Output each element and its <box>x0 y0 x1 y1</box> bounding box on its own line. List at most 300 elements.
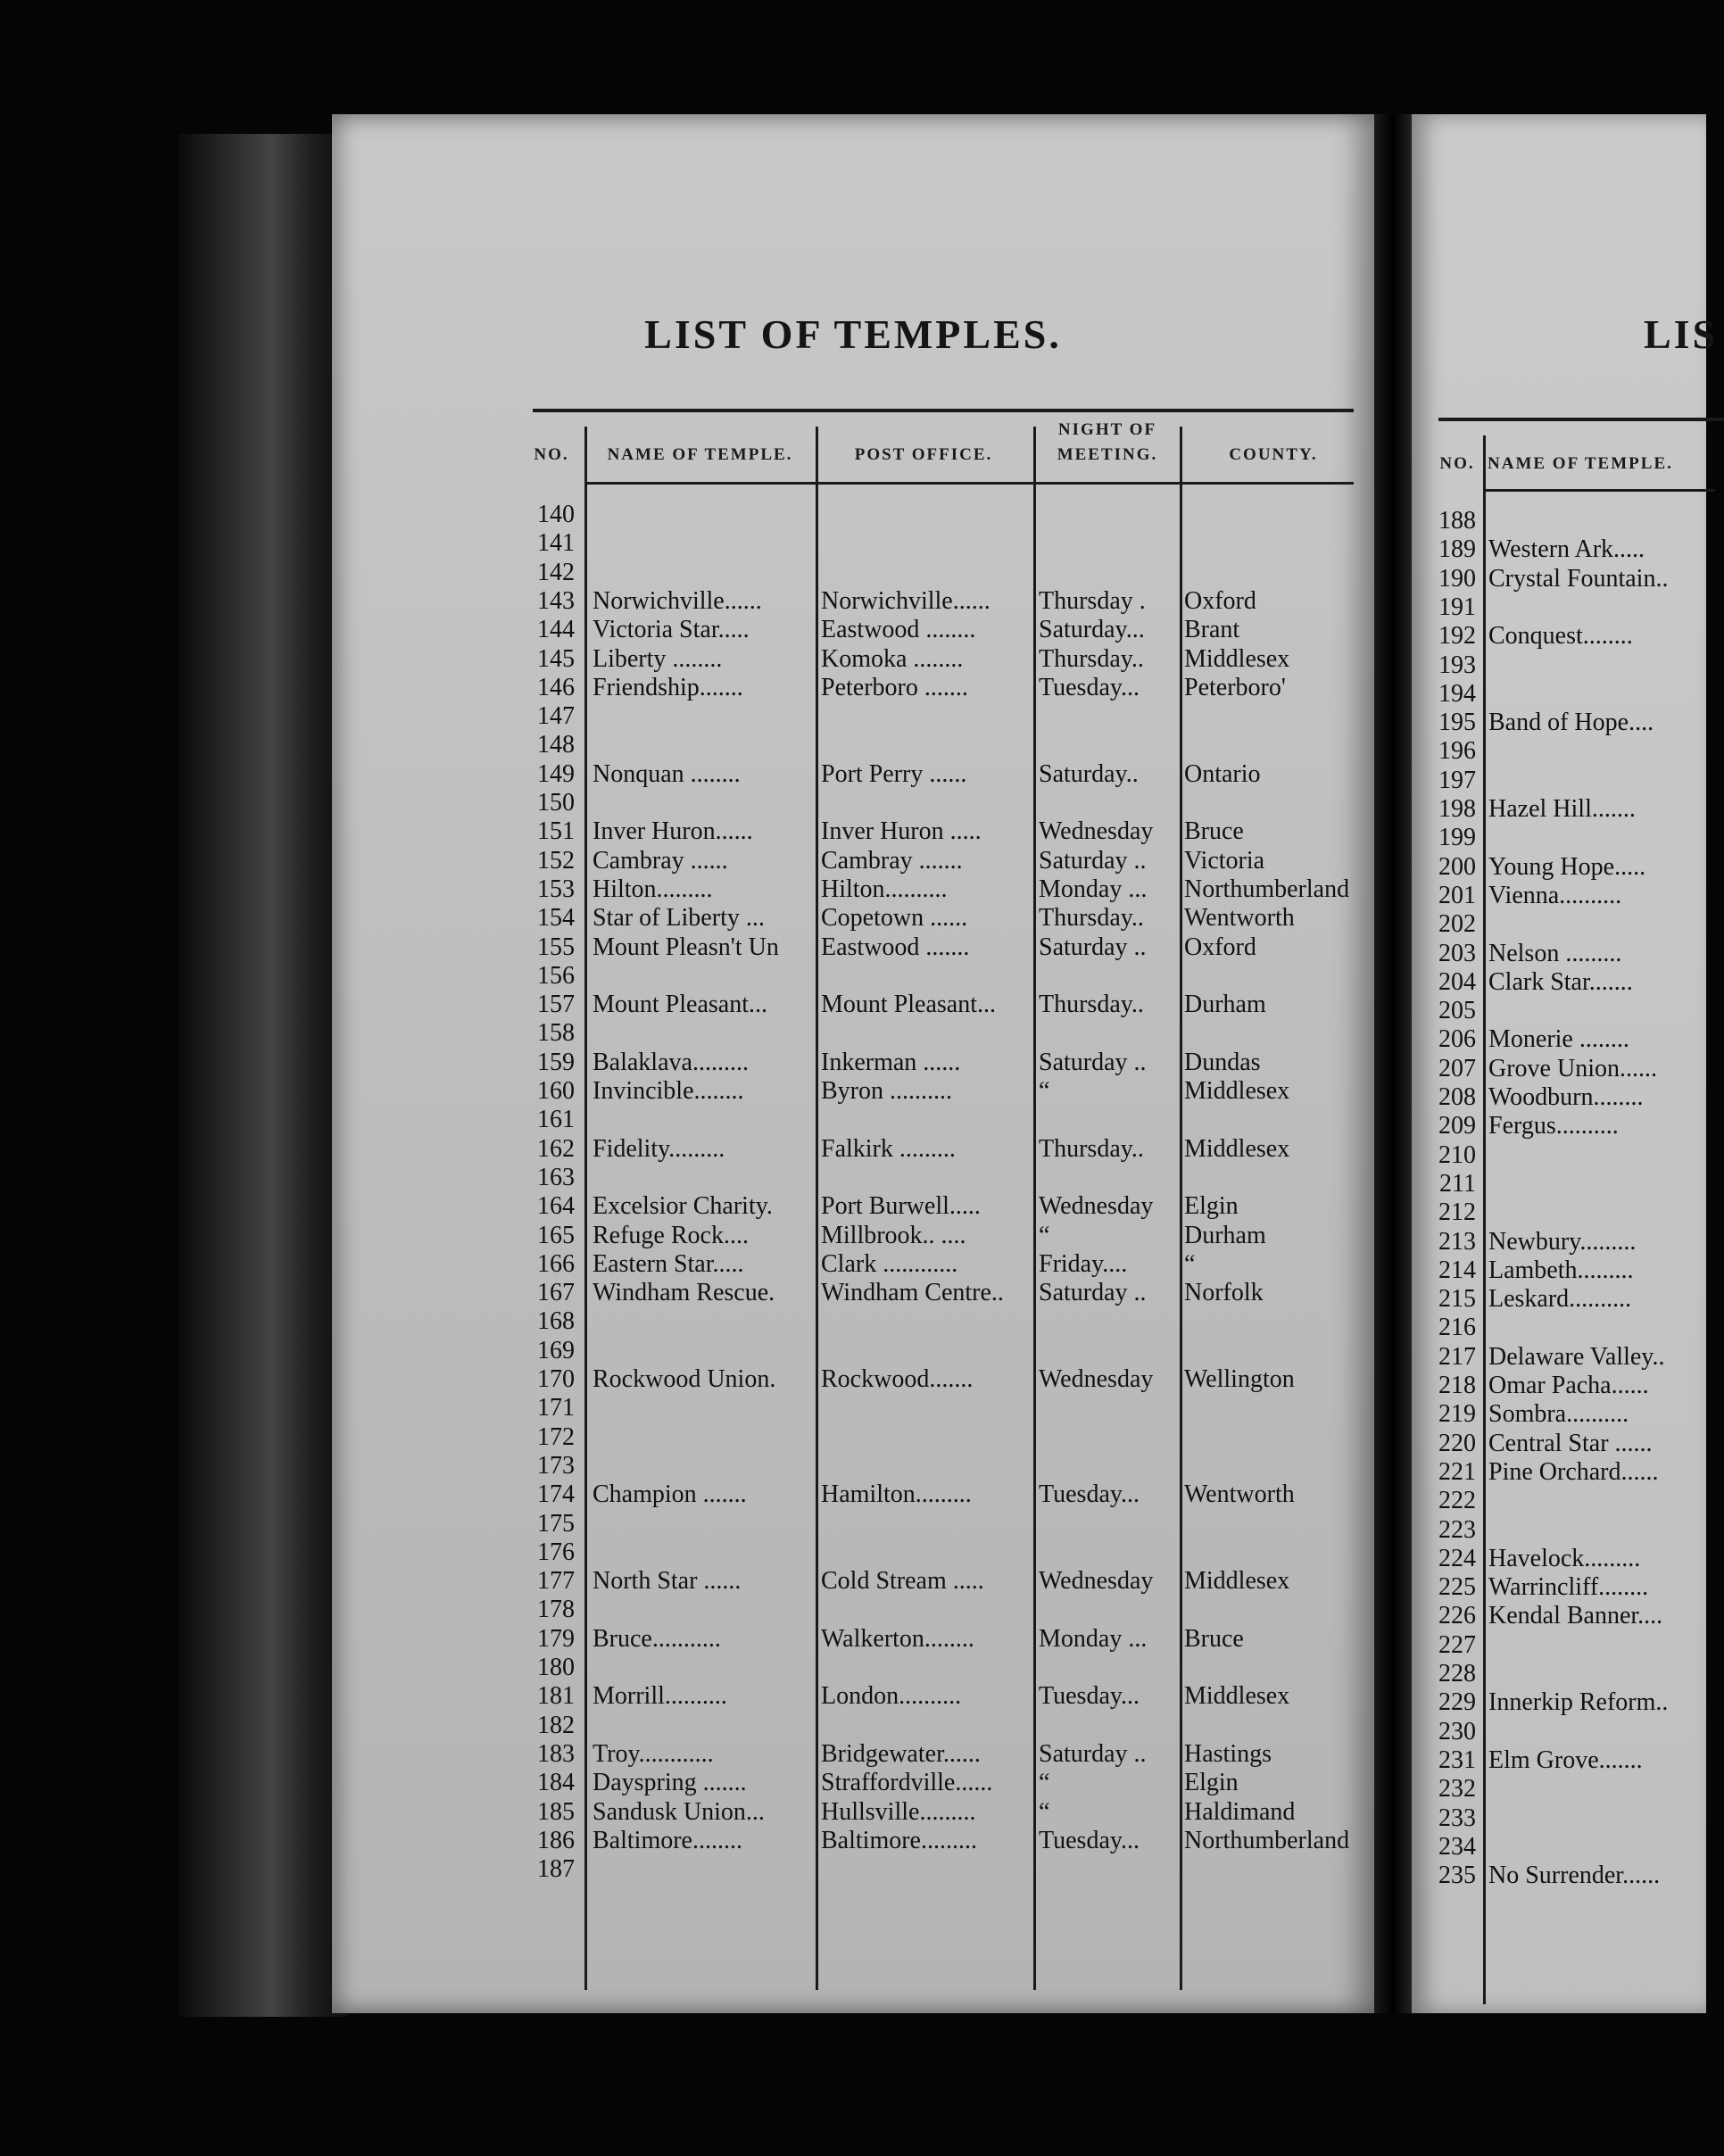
temple-name: Rockwood Union. <box>593 1365 776 1393</box>
table-row <box>1412 1083 1706 1112</box>
temple-number: 173 <box>537 1451 575 1480</box>
post-office: Inkerman ...... <box>821 1048 961 1076</box>
county: Middlesex <box>1184 1077 1290 1105</box>
temple-name: Crystal Fountain.. <box>1488 564 1669 593</box>
temple-number: 192 <box>1438 622 1476 651</box>
left-page <box>332 114 1374 2013</box>
table-row <box>1412 968 1706 997</box>
temple-number: 151 <box>537 817 575 846</box>
temple-name: Clark Star....... <box>1488 967 1633 996</box>
county: Middlesex <box>1184 1567 1290 1596</box>
header-top-rule <box>533 409 1354 412</box>
meeting-night: Wednesday <box>1039 1567 1154 1596</box>
temple-name: Lambeth......... <box>1488 1256 1634 1284</box>
temple-name: Eastern Star..... <box>593 1249 744 1278</box>
temple-name: Band of Hope.... <box>1488 709 1654 737</box>
table-row <box>332 1222 1374 1250</box>
table-row <box>1412 1545 1706 1573</box>
table-row <box>1412 1631 1706 1660</box>
meeting-night: Monday ... <box>1039 1624 1148 1653</box>
county: Dundas <box>1184 1048 1261 1076</box>
county: Durham <box>1184 991 1266 1019</box>
temple-number: 217 <box>1438 1342 1476 1371</box>
temple-number: 150 <box>537 789 575 817</box>
temple-number: 224 <box>1438 1544 1476 1572</box>
table-row <box>1412 680 1706 709</box>
temple-number: 141 <box>537 529 575 558</box>
table-row <box>332 559 1374 587</box>
county: Wentworth <box>1184 904 1295 933</box>
table-row <box>332 1394 1374 1422</box>
county: “ <box>1184 1249 1196 1278</box>
post-office: Hilton.......... <box>821 875 948 903</box>
temple-number: 164 <box>537 1192 575 1221</box>
temple-name: Vienna.......... <box>1488 881 1622 909</box>
county: Bruce <box>1184 817 1244 846</box>
county: Durham <box>1184 1221 1266 1249</box>
temple-number: 143 <box>537 586 575 615</box>
temple-number: 227 <box>1438 1630 1476 1659</box>
table-row <box>332 1855 1374 1884</box>
temple-number: 162 <box>537 1134 575 1163</box>
temple-name: Kendal Banner.... <box>1488 1602 1663 1630</box>
temple-number: 208 <box>1438 1083 1476 1111</box>
temple-name: Norwichville...... <box>593 586 762 615</box>
table-row <box>332 702 1374 731</box>
temple-number: 140 <box>537 501 575 528</box>
meeting-night: Saturday .. <box>1039 1279 1147 1307</box>
temple-name: Western Ark..... <box>1488 535 1645 564</box>
post-office: Mount Pleasant... <box>821 991 996 1019</box>
temple-number: 161 <box>537 1106 575 1134</box>
post-office: Inver Huron ..... <box>821 817 982 846</box>
meeting-night: “ <box>1039 1221 1050 1249</box>
temple-name: Woodburn........ <box>1488 1083 1644 1111</box>
header-night-line1: NIGHT OF <box>1057 420 1157 439</box>
temple-name: Star of Liberty ... <box>593 904 765 933</box>
header-name-of-temple: NAME OF TEMPLE. <box>1488 454 1673 473</box>
temple-number: 180 <box>537 1654 575 1681</box>
temple-number: 188 <box>1438 507 1476 535</box>
temple-number: 152 <box>537 846 575 875</box>
temple-name: Pine Orchard...... <box>1488 1457 1659 1486</box>
temple-number: 182 <box>537 1711 575 1739</box>
temple-number: 178 <box>537 1596 575 1624</box>
post-office: Cold Stream ..... <box>821 1567 984 1596</box>
table-row <box>1412 767 1706 795</box>
temple-number: 211 <box>1439 1169 1476 1198</box>
table-row <box>332 1510 1374 1538</box>
temple-number: 221 <box>1438 1457 1476 1486</box>
table-row <box>1412 1487 1706 1515</box>
book-gutter <box>1374 114 1412 2013</box>
post-office: Peterboro ....... <box>821 673 968 701</box>
temple-name: Excelsior Charity. <box>593 1192 773 1221</box>
temple-number: 235 <box>1438 1862 1476 1890</box>
temple-number: 148 <box>537 731 575 759</box>
temple-name: Windham Rescue. <box>593 1279 775 1307</box>
table-row <box>332 1365 1374 1394</box>
temple-number: 230 <box>1438 1717 1476 1746</box>
temple-name: Delaware Valley.. <box>1488 1342 1665 1371</box>
temple-number: 154 <box>537 904 575 933</box>
temple-number: 219 <box>1438 1400 1476 1429</box>
table-row <box>332 1682 1374 1711</box>
temple-number: 184 <box>537 1769 575 1797</box>
county: Northumberland <box>1184 875 1350 903</box>
temple-name: Fergus.......... <box>1488 1112 1619 1140</box>
county: Bruce <box>1184 1624 1244 1653</box>
page-title: LIST OF TEMPLES. <box>644 311 1062 357</box>
table-row <box>1412 1141 1706 1170</box>
county: Oxford <box>1184 933 1256 961</box>
temple-number: 181 <box>537 1682 575 1711</box>
temple-name: Havelock......... <box>1488 1544 1641 1572</box>
meeting-night: “ <box>1039 1769 1050 1797</box>
table-row <box>332 1712 1374 1740</box>
post-office: London.......... <box>821 1682 962 1711</box>
book-spine <box>178 134 348 2017</box>
temple-name: Monerie ........ <box>1488 1025 1629 1054</box>
table-row <box>1412 1833 1706 1862</box>
table-row <box>332 1135 1374 1164</box>
temple-name: Bruce........... <box>593 1624 721 1653</box>
table-row <box>1412 1688 1706 1717</box>
table-row <box>1412 1372 1706 1400</box>
temple-number: 214 <box>1438 1256 1476 1284</box>
post-office: Copetown ...... <box>821 904 968 933</box>
table-row <box>332 1106 1374 1134</box>
table-row <box>332 1077 1374 1106</box>
temple-number: 231 <box>1438 1746 1476 1774</box>
post-office: Eastwood ........ <box>821 616 976 644</box>
table-row <box>332 1307 1374 1336</box>
temple-name: Morrill.......... <box>593 1682 727 1711</box>
table-row <box>1412 507 1706 535</box>
temple-name: Mount Pleasn't Un <box>593 933 779 961</box>
post-office: Byron .......... <box>821 1077 952 1105</box>
temple-name: Fidelity......... <box>593 1134 725 1163</box>
table-row <box>1412 824 1706 852</box>
table-row <box>1412 1573 1706 1602</box>
post-office: Rockwood....... <box>821 1365 974 1393</box>
table-row <box>332 587 1374 616</box>
table-row <box>1412 997 1706 1025</box>
temple-number: 201 <box>1438 881 1476 909</box>
meeting-night: Thursday.. <box>1039 991 1144 1019</box>
table-row <box>1412 737 1706 766</box>
table-row <box>332 933 1374 962</box>
post-office: Falkirk ......... <box>821 1134 956 1163</box>
table-row <box>1412 1343 1706 1372</box>
meeting-night: “ <box>1039 1077 1050 1105</box>
temple-number: 166 <box>537 1249 575 1278</box>
temple-number: 234 <box>1438 1832 1476 1861</box>
temple-name: Refuge Rock.... <box>593 1221 749 1249</box>
temple-number: 142 <box>537 558 575 586</box>
temple-number: 229 <box>1438 1688 1476 1717</box>
meeting-night: Wednesday <box>1039 1365 1154 1393</box>
temple-number: 199 <box>1438 824 1476 852</box>
meeting-night: Thursday . <box>1039 586 1146 615</box>
table-row <box>332 789 1374 817</box>
post-office: Hamilton......... <box>821 1480 972 1509</box>
post-office: Port Burwell..... <box>821 1192 981 1221</box>
table-row <box>332 731 1374 759</box>
table-row <box>1412 1458 1706 1487</box>
table-row <box>1412 1862 1706 1890</box>
meeting-night: Thursday.. <box>1039 904 1144 933</box>
county: Victoria <box>1184 846 1265 875</box>
post-office: Hullsville......... <box>821 1797 976 1826</box>
temple-number: 233 <box>1438 1804 1476 1832</box>
temple-number: 187 <box>537 1855 575 1884</box>
temple-number: 185 <box>537 1797 575 1826</box>
table-row <box>1412 795 1706 824</box>
temple-number: 159 <box>537 1048 575 1076</box>
header-night-line2: MEETING. <box>1057 445 1158 464</box>
table-row <box>332 1423 1374 1452</box>
table-row <box>1412 1775 1706 1804</box>
meeting-night: Tuesday... <box>1039 1480 1140 1509</box>
temple-number: 156 <box>537 961 575 990</box>
table-row <box>332 962 1374 991</box>
temple-number: 191 <box>1438 593 1476 621</box>
temple-number: 146 <box>537 673 575 701</box>
temple-number: 176 <box>537 1538 575 1566</box>
table-row <box>332 1049 1374 1077</box>
temple-number: 170 <box>537 1365 575 1393</box>
header-bottom-rule <box>1483 489 1715 492</box>
temple-name: Leskard.......... <box>1488 1285 1632 1314</box>
meeting-night: Tuesday... <box>1039 1682 1140 1711</box>
table-row <box>1412 1400 1706 1429</box>
temple-number: 202 <box>1438 910 1476 939</box>
post-office: Millbrook.. .... <box>821 1221 966 1249</box>
table-row <box>332 1567 1374 1596</box>
temple-number: 225 <box>1438 1573 1476 1602</box>
temple-number: 144 <box>537 616 575 644</box>
temple-name: No Surrender...... <box>1488 1862 1661 1890</box>
temple-name: Friendship....... <box>593 673 743 701</box>
temple-name: Nonquan ........ <box>593 759 741 788</box>
table-row <box>332 1480 1374 1509</box>
table-row <box>332 616 1374 644</box>
table-row <box>1412 1025 1706 1054</box>
table-row <box>1412 1198 1706 1227</box>
header-bottom-rule <box>586 482 1354 485</box>
county: Ontario <box>1184 759 1261 788</box>
meeting-night: Saturday... <box>1039 616 1145 644</box>
temple-name: Champion ....... <box>593 1480 747 1509</box>
county: Middlesex <box>1184 644 1290 673</box>
county: Norfolk <box>1184 1279 1264 1307</box>
temple-number: 196 <box>1438 737 1476 766</box>
temple-name: Troy............ <box>593 1739 714 1768</box>
temple-number: 153 <box>537 875 575 903</box>
post-office: Norwichville...... <box>821 586 990 615</box>
meeting-night: Friday.... <box>1039 1249 1128 1278</box>
table-row <box>332 1654 1374 1682</box>
table-row <box>1412 535 1706 564</box>
table-row <box>1412 565 1706 593</box>
post-office: Walkerton........ <box>821 1624 974 1653</box>
table-row <box>1412 1285 1706 1314</box>
county: Brant <box>1184 616 1240 644</box>
temple-number: 177 <box>537 1567 575 1596</box>
header-top-rule <box>1438 418 1724 421</box>
temple-name: Baltimore........ <box>593 1826 742 1854</box>
temple-number: 186 <box>537 1826 575 1854</box>
temple-number: 232 <box>1438 1775 1476 1804</box>
meeting-night: Wednesday <box>1039 817 1154 846</box>
table-row <box>332 1164 1374 1192</box>
county: Wellington <box>1184 1365 1295 1393</box>
temple-name: Sombra.......... <box>1488 1400 1629 1429</box>
temple-number: 163 <box>537 1163 575 1191</box>
county: Middlesex <box>1184 1134 1290 1163</box>
temple-number: 204 <box>1438 967 1476 996</box>
temple-name: Liberty ........ <box>593 644 723 673</box>
table-row <box>1412 1660 1706 1688</box>
temple-number: 179 <box>537 1624 575 1653</box>
table-row <box>332 817 1374 846</box>
temple-number: 212 <box>1438 1198 1476 1227</box>
table-row <box>1412 1516 1706 1545</box>
post-office: Baltimore......... <box>821 1826 977 1854</box>
temple-number: 210 <box>1438 1140 1476 1169</box>
temple-number: 189 <box>1438 535 1476 564</box>
post-office: Port Perry ...... <box>821 759 967 788</box>
temple-number: 149 <box>537 759 575 788</box>
county: Middlesex <box>1184 1682 1290 1711</box>
temple-number: 160 <box>537 1077 575 1105</box>
temple-name: Victoria Star..... <box>593 616 750 644</box>
table-row <box>1412 1314 1706 1342</box>
table-row <box>332 645 1374 674</box>
temple-name: Newbury......... <box>1488 1227 1637 1256</box>
meeting-night: Saturday.. <box>1039 759 1139 788</box>
meeting-night: “ <box>1039 1797 1050 1826</box>
table-row <box>332 1827 1374 1855</box>
temple-number: 195 <box>1438 709 1476 737</box>
table-row <box>1412 1430 1706 1458</box>
temple-number: 207 <box>1438 1054 1476 1082</box>
temple-name: Elm Grove....... <box>1488 1746 1643 1774</box>
page-title: LIS <box>1644 311 1719 357</box>
header-name-of-temple: NAME OF TEMPLE. <box>607 445 793 464</box>
temple-number: 220 <box>1438 1429 1476 1457</box>
temple-number: 172 <box>537 1422 575 1451</box>
county: Elgin <box>1184 1192 1239 1221</box>
temple-number: 216 <box>1438 1314 1476 1342</box>
header-no: NO. <box>1439 454 1475 473</box>
meeting-night: Monday ... <box>1039 875 1148 903</box>
temple-number: 145 <box>537 644 575 673</box>
table-row <box>1412 1256 1706 1285</box>
temple-number: 147 <box>537 702 575 731</box>
temple-number: 228 <box>1438 1660 1476 1687</box>
temple-name: Innerkip Reform.. <box>1488 1688 1669 1717</box>
meeting-night: Saturday .. <box>1039 846 1147 875</box>
table-row <box>1412 853 1706 882</box>
table-row <box>1412 1718 1706 1746</box>
temple-number: 213 <box>1438 1227 1476 1256</box>
post-office: Komoka ........ <box>821 644 964 673</box>
county: Hastings <box>1184 1739 1272 1768</box>
table-row <box>1412 940 1706 968</box>
table-row <box>332 1740 1374 1769</box>
temple-name: North Star ...... <box>593 1567 742 1596</box>
temple-name: Grove Union...... <box>1488 1054 1657 1082</box>
temple-number: 158 <box>537 1019 575 1048</box>
table-row <box>332 875 1374 904</box>
table-row <box>1412 622 1706 651</box>
table-row <box>1412 1170 1706 1198</box>
header-post-office: POST OFFICE. <box>854 445 993 464</box>
temple-number: 174 <box>537 1480 575 1509</box>
temple-number: 194 <box>1438 679 1476 708</box>
temple-number: 193 <box>1438 651 1476 679</box>
temple-name: Sandusk Union... <box>593 1797 765 1826</box>
post-office: Bridgewater...... <box>821 1739 981 1768</box>
table-row <box>332 991 1374 1019</box>
temple-number: 169 <box>537 1336 575 1364</box>
temple-number: 197 <box>1438 766 1476 794</box>
table-row <box>332 760 1374 789</box>
temple-number: 205 <box>1438 997 1476 1025</box>
county: Northumberland <box>1184 1826 1350 1854</box>
table-row <box>332 1769 1374 1797</box>
temple-name: Young Hope..... <box>1488 852 1646 881</box>
meeting-night: Saturday .. <box>1039 1739 1147 1768</box>
temple-name: Dayspring ....... <box>593 1769 747 1797</box>
table-row <box>1412 1228 1706 1256</box>
post-office: Eastwood ....... <box>821 933 970 961</box>
table-row <box>1412 1055 1706 1083</box>
table-row <box>332 1798 1374 1827</box>
table-row <box>1412 910 1706 939</box>
temple-name: Inver Huron...... <box>593 817 753 846</box>
meeting-night: Saturday .. <box>1039 933 1147 961</box>
table-row <box>332 904 1374 933</box>
temple-name: Invincible........ <box>593 1077 744 1105</box>
temple-number: 171 <box>537 1394 575 1422</box>
meeting-night: Tuesday... <box>1039 673 1140 701</box>
temple-number: 206 <box>1438 1025 1476 1054</box>
temple-number: 203 <box>1438 939 1476 967</box>
temple-number: 168 <box>537 1307 575 1336</box>
table-row <box>1412 1112 1706 1140</box>
county: Wentworth <box>1184 1480 1295 1509</box>
table-row <box>1412 651 1706 680</box>
temple-number: 167 <box>537 1279 575 1307</box>
table-row <box>1412 709 1706 737</box>
table-row <box>1412 1804 1706 1833</box>
table-row <box>332 674 1374 702</box>
temple-name: Mount Pleasant... <box>593 991 767 1019</box>
table-row <box>332 1192 1374 1221</box>
temple-number: 165 <box>537 1221 575 1249</box>
temple-name: Central Star ...... <box>1488 1429 1653 1457</box>
temple-name: Conquest........ <box>1488 622 1633 651</box>
temple-number: 209 <box>1438 1112 1476 1140</box>
table-row <box>332 1337 1374 1365</box>
post-office: Windham Centre.. <box>821 1279 1004 1307</box>
temple-number: 155 <box>537 933 575 961</box>
meeting-night: Thursday.. <box>1039 644 1144 673</box>
meeting-night: Saturday .. <box>1039 1048 1147 1076</box>
